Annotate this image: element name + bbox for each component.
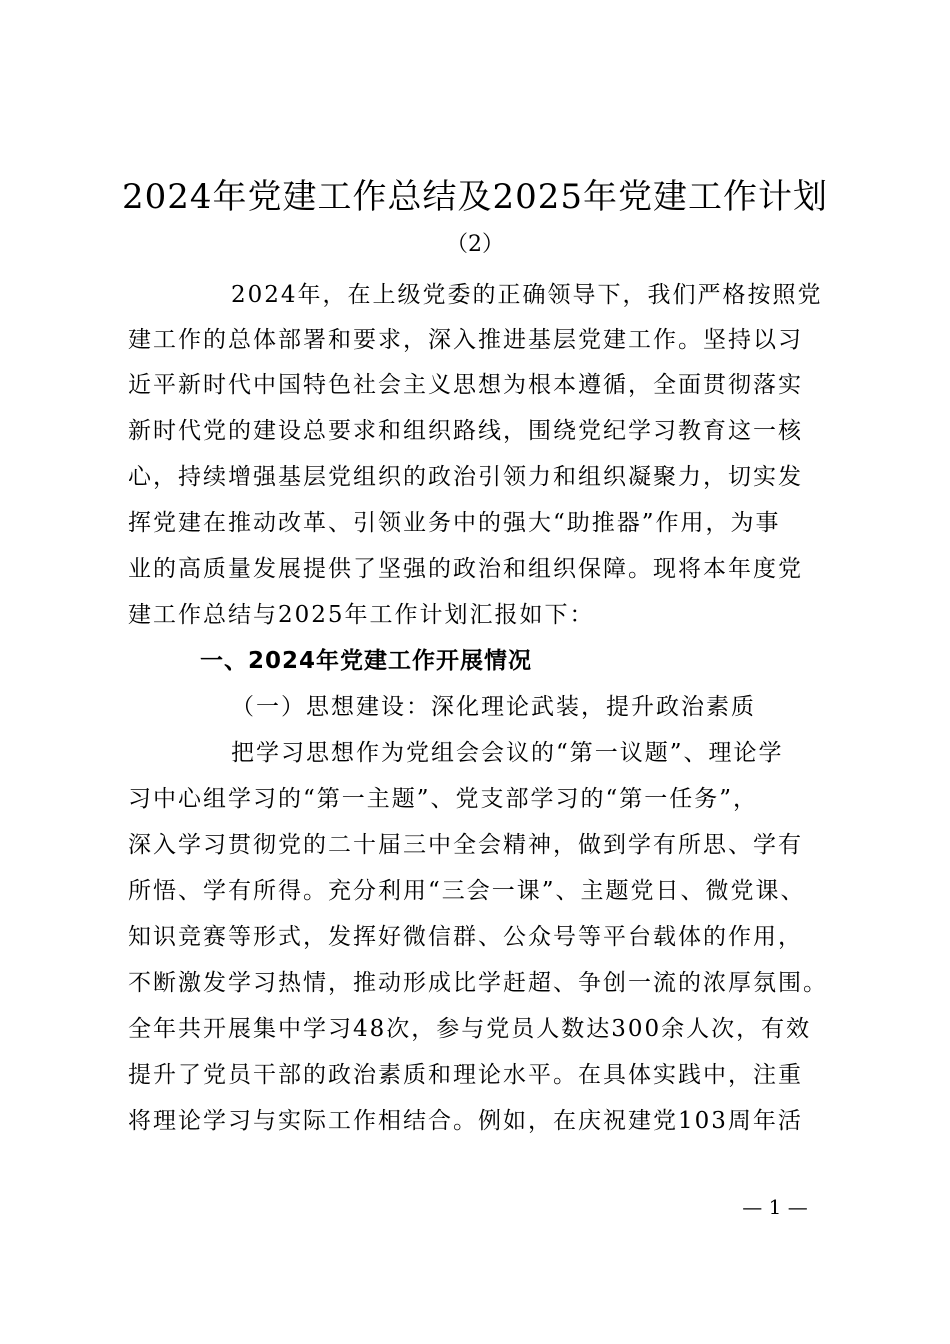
body-paragraph-line: 习中心组学习的“第一主题”、党支部学习的“第一任务”， [128,786,759,812]
intro-paragraph-line: 2024年，在上级党委的正确领导下，我们严格按照党 [231,282,823,308]
intro-paragraph-line: 建工作的总体部署和要求，深入推进基层党建工作。坚持以习 [128,327,803,353]
page-number: — 1 — [742,1195,808,1219]
intro-paragraph-line: 心，持续增强基层党组织的政治引领力和组织凝聚力，切实发 [128,464,803,490]
body-paragraph-line: 提升了党员干部的政治素质和理论水平。在具体实践中，注重 [128,1062,803,1088]
body-paragraph-line: 深入学习贯彻党的二十届三中全会精神，做到学有所思、学有 [128,832,803,858]
body-paragraph-line: 将理论学习与实际工作相结合。例如，在庆祝建党103周年活 [128,1108,803,1134]
intro-paragraph-line: 挥党建在推动改革、引领业务中的强大“助推器”作用，为事 [128,510,781,536]
intro-paragraph-line: 新时代党的建设总要求和组织路线，围绕党纪学习教育这一核 [128,418,803,444]
document-subtitle: （2） [446,232,504,257]
body-paragraph-line: 全年共开展集中学习48次，参与党员人数达300余人次，有效 [128,1016,812,1042]
body-paragraph-line: 不断激发学习热情，推动形成比学赶超、争创一流的浓厚氛围。 [128,970,828,996]
subsection-heading: （一）思想建设：深化理论武装，提升政治素质 [231,694,756,720]
intro-paragraph-line: 业的高质量发展提供了坚强的政治和组织保障。现将本年度党 [128,556,803,582]
intro-paragraph-line: 建工作总结与2025年工作计划汇报如下： [128,602,595,628]
body-paragraph-line: 知识竞赛等形式，发挥好微信群、公众号等平台载体的作用， [128,924,803,950]
body-paragraph-line: 所悟、学有所得。充分利用“三会一课”、主题党日、微党课、 [128,878,806,904]
intro-paragraph-line: 近平新时代中国特色社会主义思想为根本遵循，全面贯彻落实 [128,372,803,398]
document-title: 2024年党建工作总结及2025年党建工作计划 [121,177,829,217]
section-heading: 一、2024年党建工作开展情况 [200,648,533,674]
body-paragraph-line: 把学习思想作为党组会会议的“第一议题”、理论学 [231,740,784,766]
